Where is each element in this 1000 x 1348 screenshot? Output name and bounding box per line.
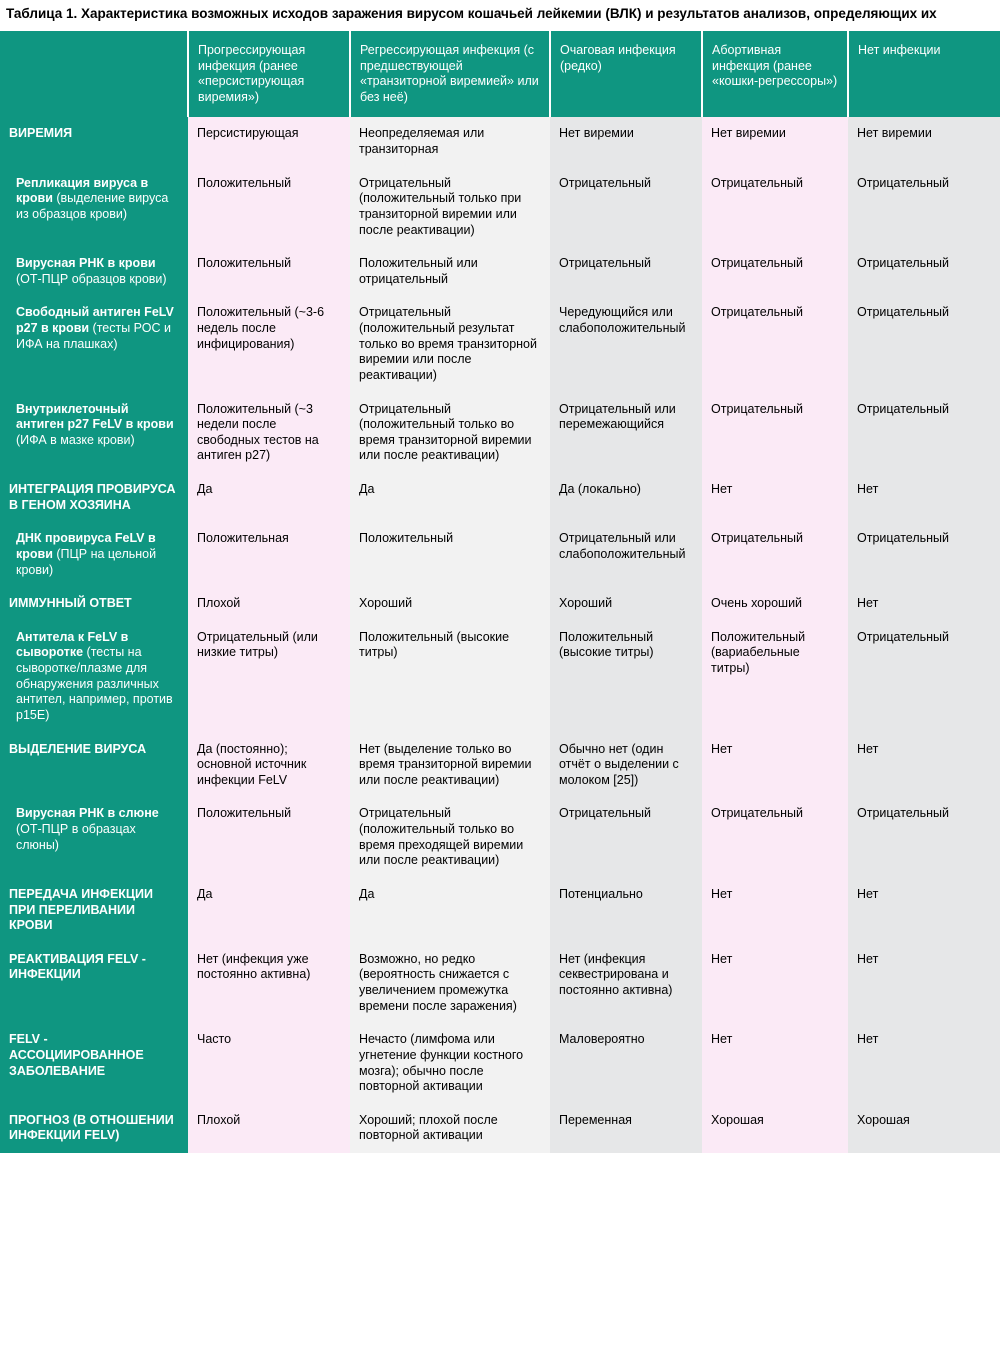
table-cell: Положительный (вариабельные титры) <box>702 621 848 733</box>
table-cell: Отрицательный <box>702 393 848 474</box>
table-cell: Нечасто (лимфома или угнетение функции костного мозга); обычно после повторной активации <box>350 1023 550 1104</box>
table-cell: Положительный или отрицательный <box>350 247 550 296</box>
row-label <box>0 733 188 798</box>
table-cell: Отрицательный (или низкие титры) <box>188 621 350 733</box>
header-cell-regressive: Регрессирующая инфекция (с предшествующей «транзиторной виремией» или без неё) <box>350 31 550 118</box>
table-cell: Нет виремии <box>550 117 702 166</box>
table-cell: Очень хороший <box>702 587 848 621</box>
row-label <box>0 621 188 733</box>
header-cell-progressive: Прогрессирующая инфекция (ранее «персистирующая виремия») <box>188 31 350 118</box>
row-label <box>0 393 188 474</box>
row-label <box>0 943 188 1024</box>
row-label <box>0 1104 188 1153</box>
table-cell: Нет <box>848 1023 1000 1104</box>
row-label-sub: (ПЦР на цельной крови) <box>16 546 157 577</box>
table-cell: Нет <box>702 733 848 798</box>
row-label-main: ДНК провируса FeLV в крови <box>16 531 156 561</box>
row-label-sub: (ИФА в мазке крови) <box>16 432 135 447</box>
table-cell: Хороший <box>350 587 550 621</box>
table-cell: Хорошая <box>848 1104 1000 1153</box>
table-cell: Отрицательный (положительный результат только во время транзиторной виремии или после реактивации) <box>350 296 550 392</box>
table-cell: Отрицательный <box>702 797 848 878</box>
table-cell: Плохой <box>188 1104 350 1153</box>
table-cell: Нет (инфекция секвестрирована и постоянно активна) <box>550 943 702 1024</box>
table-cell: Нет <box>702 473 848 522</box>
row-label <box>0 522 188 587</box>
table-row <box>0 522 1000 587</box>
table-cell: Отрицательный <box>702 167 848 248</box>
table-cell: Нет <box>702 878 848 943</box>
row-label-main: Репликация вируса в крови <box>16 175 149 206</box>
table-cell: Отрицательный <box>550 797 702 878</box>
table-row <box>0 587 1000 621</box>
row-label <box>0 797 188 878</box>
table-row <box>0 296 1000 392</box>
table-cell: Потенциально <box>550 878 702 943</box>
row-label-main: Антитела к FeLV в сыворотке <box>16 629 129 660</box>
row-label-main: Свободный антиген FeLV p27 в крови <box>16 305 174 335</box>
table-cell: Положительный <box>188 247 350 296</box>
table-cell: Положительный <box>188 797 350 878</box>
header-cell-focal: Очаговая инфекция (редко) <box>550 31 702 118</box>
row-label-main: ПРОГНОЗ (В ОТНОШЕНИИ ИНФЕКЦИИ FELV) <box>9 1112 174 1143</box>
table-caption: Таблица 1. Характеристика возможных исходов заражения вирусом кошачьей лейкемии (ВЛК) и результатов анализов, определяющих их <box>6 6 937 21</box>
table-cell: Отрицательный <box>550 247 702 296</box>
table-cell: Маловероятно <box>550 1023 702 1104</box>
table-row <box>0 797 1000 878</box>
table-cell: Чередующийся или слабоположительный <box>550 296 702 392</box>
table-cell: Положительный (~3 недели после свободных тестов на антиген p27) <box>188 393 350 474</box>
row-label-sub: (ОТ-ПЦР образцов крови) <box>16 271 167 286</box>
table-cell: Нет <box>848 943 1000 1024</box>
table-cell: Нет виремии <box>702 117 848 166</box>
table-cell: Да (постоянно); основной источник инфекции FeLV <box>188 733 350 798</box>
table-cell: Положительный <box>188 167 350 248</box>
row-label <box>0 296 188 392</box>
table-cell: Отрицательный <box>702 247 848 296</box>
table-cell: Часто <box>188 1023 350 1104</box>
row-label-main: РЕАКТИВАЦИЯ FELV - ИНФЕКЦИИ <box>9 951 146 982</box>
table-cell: Отрицательный (положительный только во время транзиторной виремии или после реактивации) <box>350 393 550 474</box>
row-label <box>0 117 188 166</box>
table-cell: Да <box>188 473 350 522</box>
table-cell: Обычно нет (один отчёт о выделении с молоком [25]) <box>550 733 702 798</box>
table-cell: Нет <box>848 878 1000 943</box>
table-row <box>0 393 1000 474</box>
row-label <box>0 878 188 943</box>
table-cell: Нет (инфекция уже постоянно активна) <box>188 943 350 1024</box>
row-label-main: FELV - АССОЦИИРОВАННОЕ ЗАБОЛЕВАНИЕ <box>9 1032 144 1078</box>
table-row <box>0 1023 1000 1104</box>
row-label-main: Вирусная РНК в крови <box>16 256 156 271</box>
row-label-sub: (ОТ-ПЦР в образцах слюны) <box>16 822 136 852</box>
table-cell: Нет (выделение только во время транзиторной виремии или после реактивации) <box>350 733 550 798</box>
header-cell-noinfection: Нет инфекции <box>848 31 1000 118</box>
table-cell: Да <box>350 878 550 943</box>
table-cell: Отрицательный <box>848 167 1000 248</box>
table-cell: Отрицательный <box>848 247 1000 296</box>
row-label <box>0 247 188 296</box>
table-cell: Отрицательный или перемежающийся <box>550 393 702 474</box>
table-cell: Хороший <box>550 587 702 621</box>
table-cell: Нет <box>848 733 1000 798</box>
table-row <box>0 943 1000 1024</box>
table-cell: Положительный (высокие титры) <box>350 621 550 733</box>
table-cell: Отрицательный (положительный только во время преходящей виремии или после реактивации) <box>350 797 550 878</box>
table-cell: Отрицательный или слабоположительный <box>550 522 702 587</box>
row-label-main: ИММУННЫЙ ОТВЕТ <box>9 596 132 611</box>
table-cell: Положительная <box>188 522 350 587</box>
table-row <box>0 621 1000 733</box>
table-cell: Отрицательный (положительный только при транзиторной виремии или после реактивации) <box>350 167 550 248</box>
table-cell: Отрицательный <box>848 797 1000 878</box>
table-cell: Нет <box>702 943 848 1024</box>
header-cell-empty <box>0 31 188 118</box>
table-row <box>0 117 1000 166</box>
table-cell: Да (локально) <box>550 473 702 522</box>
row-label-main: ПЕРЕДАЧА ИНФЕКЦИИ ПРИ ПЕРЕЛИВАНИИ КРОВИ <box>9 886 154 933</box>
table-cell: Отрицательный <box>848 522 1000 587</box>
table-cell: Неопределяемая или транзиторная <box>350 117 550 166</box>
table-cell: Плохой <box>188 587 350 621</box>
row-label-sub: (тесты РОС и ИФА на плашках) <box>16 321 171 351</box>
header-cell-abortive: Абортивная инфекция (ранее «кошки-регрессоры») <box>702 31 848 118</box>
table-cell: Положительный (~3-6 недель после инфицирования) <box>188 296 350 392</box>
table-row <box>0 878 1000 943</box>
table-cell: Хороший; плохой после повторной активации <box>350 1104 550 1153</box>
table-cell: Нет виремии <box>848 117 1000 166</box>
row-label-main: Вирусная РНК в слюне <box>16 806 159 821</box>
row-label-sub: (выделение вируса из образцов крови) <box>16 191 169 221</box>
row-label-main: ВЫДЕЛЕНИЕ ВИРУСА <box>9 741 147 756</box>
table-cell: Да <box>350 473 550 522</box>
row-label <box>0 167 188 248</box>
row-label <box>0 587 188 621</box>
table-row <box>0 473 1000 522</box>
table-row <box>0 167 1000 248</box>
table-cell: Возможно, но редко (вероятность снижается с увеличением промежутка времени после заражения) <box>350 943 550 1024</box>
table-cell: Да <box>188 878 350 943</box>
row-label-sub: (тесты на сыворотке/плазме для обнаружения различных антител, например, против p15E) <box>16 645 173 722</box>
table-cell: Персистирующая <box>188 117 350 166</box>
table-cell: Переменная <box>550 1104 702 1153</box>
table-cell: Отрицательный <box>702 522 848 587</box>
row-label-main: Внутриклеточный антиген p27 FeLV в крови <box>16 401 174 432</box>
table-cell: Отрицательный <box>550 167 702 248</box>
table-body <box>0 117 1000 1153</box>
row-label <box>0 473 188 522</box>
row-label-main: ИНТЕГРАЦИЯ ПРОВИРУСА В ГЕНОМ ХОЗЯИНА <box>9 482 176 512</box>
table-row <box>0 733 1000 798</box>
table-row <box>0 1104 1000 1153</box>
table-cell: Отрицательный <box>848 296 1000 392</box>
table-cell: Положительный (высокие титры) <box>550 621 702 733</box>
table-cell: Нет <box>848 473 1000 522</box>
felv-outcomes-table <box>0 31 1000 1153</box>
table-header-row <box>0 31 1000 118</box>
table-cell: Нет <box>702 1023 848 1104</box>
table-cell: Положительный <box>350 522 550 587</box>
table-cell: Хорошая <box>702 1104 848 1153</box>
table-cell: Отрицательный <box>848 621 1000 733</box>
table-cell: Нет <box>848 587 1000 621</box>
table-cell: Отрицательный <box>848 393 1000 474</box>
row-label-main: ВИРЕМИЯ <box>9 126 73 141</box>
table-cell: Отрицательный <box>702 296 848 392</box>
row-label <box>0 1023 188 1104</box>
table-row <box>0 247 1000 296</box>
